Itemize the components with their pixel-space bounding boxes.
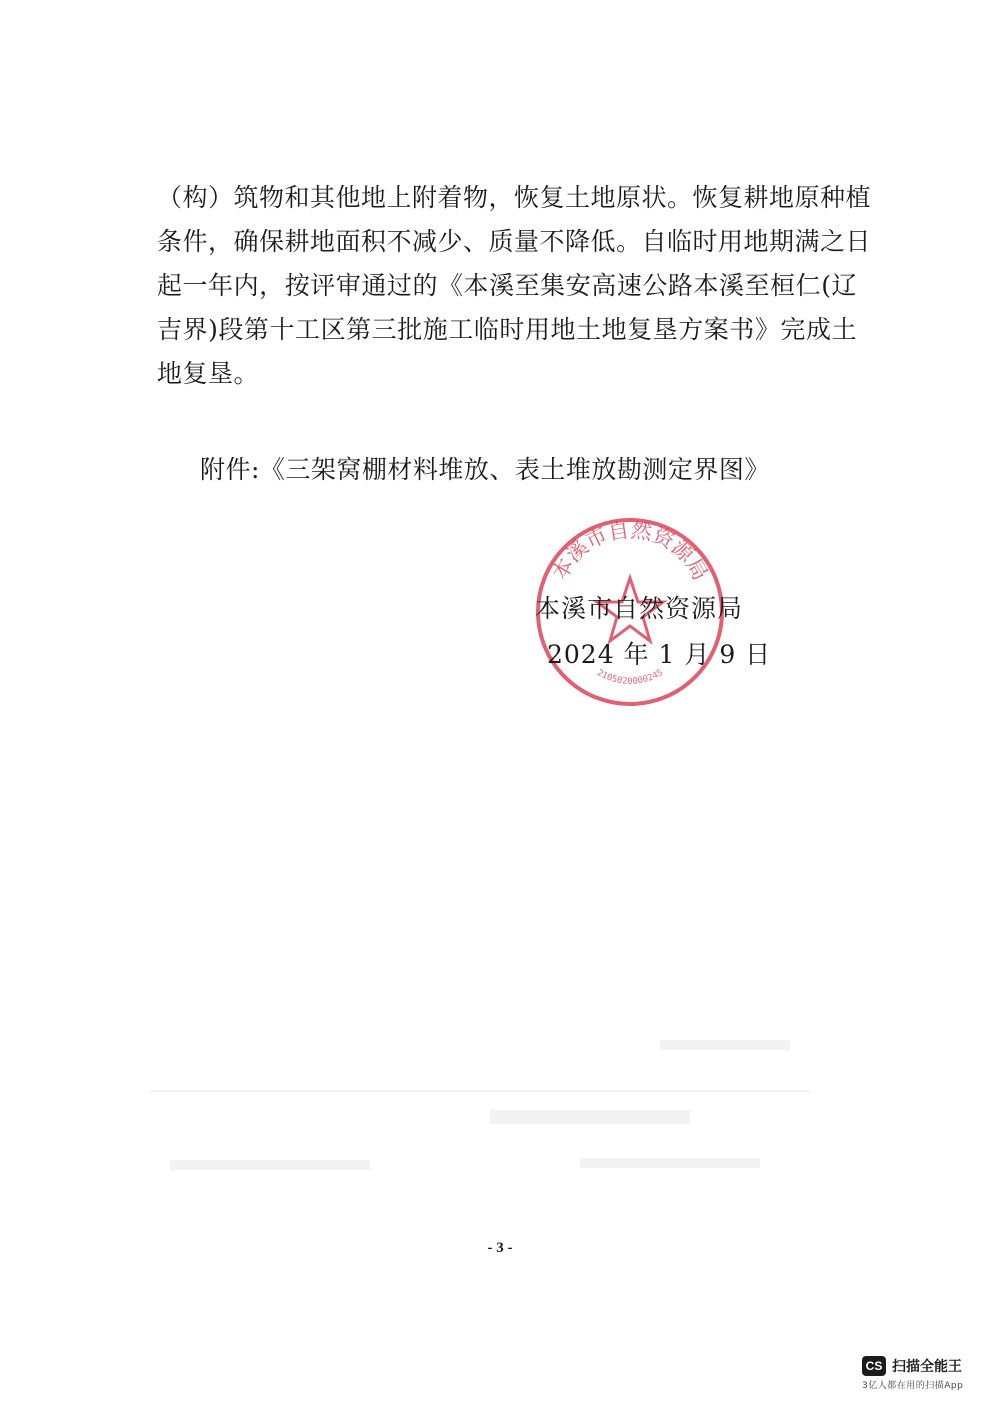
scan-artifact	[170, 1160, 370, 1170]
issuing-organization: 本溪市自然资源局	[535, 594, 744, 623]
scanner-watermark	[862, 1356, 990, 1400]
scan-artifact	[660, 1040, 790, 1050]
watermark-tagline: 3亿人都在用的扫描App	[862, 1381, 964, 1391]
body-paragraph	[157, 176, 872, 396]
paragraph-line: （构）筑物和其他地上附着物，恢复土地原状。恢复耕地原种植	[157, 183, 872, 212]
signature-block	[535, 586, 772, 678]
seal-serial: 2105020000245	[595, 668, 665, 687]
seal-arc-text: 本溪市自然资源局	[547, 517, 713, 585]
issue-date: 2024 年 1 月 9 日	[547, 640, 772, 669]
scan-artifact	[150, 1090, 810, 1092]
paragraph-line: 地复垦。	[157, 359, 260, 388]
watermark-app-name: 扫描全能王	[892, 1359, 962, 1375]
camscanner-logo-icon: CS	[862, 1356, 886, 1376]
scan-artifact	[490, 1110, 690, 1124]
scan-artifact	[580, 1158, 760, 1168]
attachment-note: 附件:《三架窝棚材料堆放、表土堆放勘测定界图》	[200, 455, 770, 484]
paragraph-line: 起一年内，按评审通过的《本溪至集安高速公路本溪至桓仁(辽	[157, 271, 857, 300]
paragraph-line: 吉界)段第十工区第三批施工临时用地土地复垦方案书》完成土	[157, 315, 857, 344]
page-number: - 3 -	[487, 1240, 513, 1256]
paragraph-line: 条件，确保耕地面积不减少、质量不降低。自临时用地期满之日	[157, 227, 872, 256]
